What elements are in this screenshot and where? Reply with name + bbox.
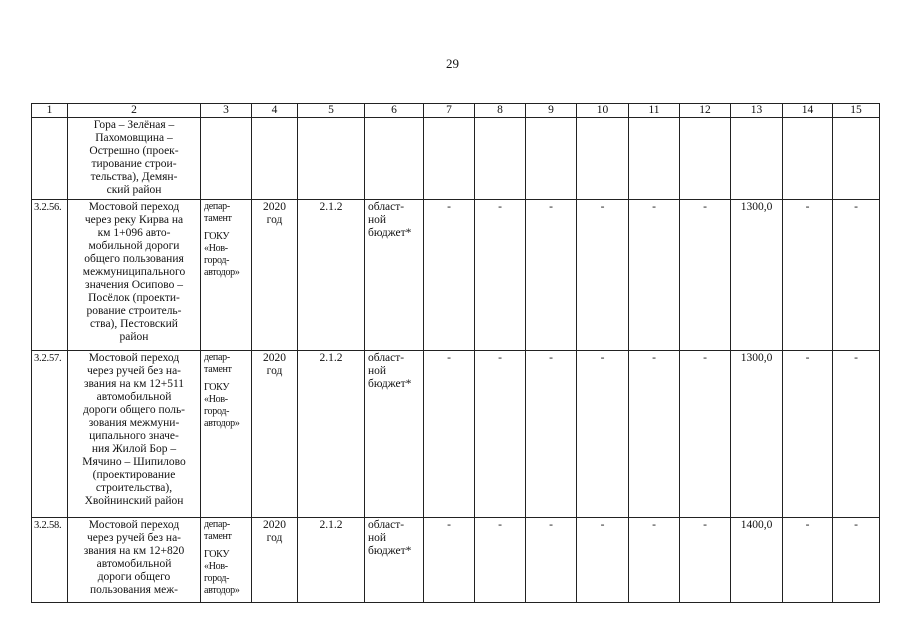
- exec-line: «Нов-: [204, 561, 228, 572]
- name-line: мобильной дороги: [88, 240, 180, 252]
- year-line: год: [266, 532, 283, 544]
- name-line: ства), Пестовский: [90, 318, 178, 330]
- cell-value: -: [629, 200, 680, 351]
- cell-source: [365, 518, 424, 603]
- source-line: бюджет*: [368, 545, 412, 557]
- name-line: Мостовой переход: [88, 201, 180, 213]
- source-line: област-: [368, 352, 405, 364]
- cell-value: 1300,0: [731, 351, 783, 518]
- cell-year: [252, 518, 298, 603]
- cell-value: -: [424, 518, 475, 603]
- cell-empty: [526, 118, 577, 200]
- exec-line: автодор»: [204, 585, 240, 596]
- cell-name: [68, 518, 201, 603]
- name-line: тирование строи-: [91, 158, 177, 170]
- source-line: област-: [368, 519, 405, 531]
- name-line: через реку Кирва на: [84, 214, 184, 226]
- cell-num: [32, 118, 68, 200]
- cell-value: -: [680, 518, 731, 603]
- cell-num: 3.2.56.: [32, 200, 68, 351]
- name-line: общего пользования: [84, 253, 184, 265]
- exec-line: депар-: [204, 201, 230, 212]
- exec-line: автодор»: [204, 267, 240, 278]
- page-number: 29: [446, 56, 459, 71]
- cell-value: -: [833, 518, 880, 603]
- exec-line: тамент: [204, 213, 232, 224]
- cell-value: -: [577, 351, 629, 518]
- cell-empty: [629, 118, 680, 200]
- cell-empty: [298, 118, 365, 200]
- year-line: 2020: [263, 352, 286, 364]
- name-line: автомобильной: [96, 558, 172, 570]
- table-row: [32, 518, 880, 603]
- exec-line: ГОКУ: [204, 382, 230, 393]
- name-line: дороги общего: [97, 571, 171, 583]
- cell-value: -: [577, 200, 629, 351]
- name-line: звания на км 12+820: [83, 545, 185, 557]
- header-cell: 8: [475, 104, 526, 118]
- cell-name: [68, 118, 201, 200]
- cell-empty: [252, 118, 298, 200]
- name-line: (проектирование: [92, 469, 176, 481]
- cell-value: -: [475, 351, 526, 518]
- cell-code: 2.1.2: [298, 351, 365, 518]
- exec-line: «Нов-: [204, 394, 228, 405]
- header-cell: 13: [731, 104, 783, 118]
- cell-value: -: [577, 518, 629, 603]
- cell-value: -: [526, 200, 577, 351]
- name-line: рование строитель-: [86, 305, 182, 317]
- cell-value: -: [629, 518, 680, 603]
- exec-line: город-: [204, 406, 230, 417]
- cell-value: -: [475, 518, 526, 603]
- exec-line: ГОКУ: [204, 549, 230, 560]
- exec-line: тамент: [204, 531, 232, 542]
- table-row-continuation: [32, 118, 880, 200]
- cell-empty: [424, 118, 475, 200]
- cell-value: -: [680, 200, 731, 351]
- source-line: област-: [368, 201, 405, 213]
- cell-year: [252, 200, 298, 351]
- name-line: Мячино – Шипилово: [82, 456, 186, 468]
- program-table: [31, 103, 880, 603]
- cell-empty: [201, 118, 252, 200]
- cell-value: 1400,0: [731, 518, 783, 603]
- cell-value: -: [424, 200, 475, 351]
- header-cell: 10: [577, 104, 629, 118]
- cell-value: -: [783, 200, 833, 351]
- header-cell: 11: [629, 104, 680, 118]
- year-line: 2020: [263, 201, 286, 213]
- cell-code: 2.1.2: [298, 518, 365, 603]
- exec-line: город-: [204, 573, 230, 584]
- cell-empty: [680, 118, 731, 200]
- cell-source: [365, 351, 424, 518]
- source-line: бюджет*: [368, 378, 412, 390]
- cell-name: [68, 200, 201, 351]
- year-line: год: [266, 365, 283, 377]
- name-line: ципального значе-: [89, 430, 179, 442]
- header-cell: 9: [526, 104, 577, 118]
- header-cell: 12: [680, 104, 731, 118]
- cell-value: 1300,0: [731, 200, 783, 351]
- exec-line: ГОКУ: [204, 231, 230, 242]
- cell-empty: [577, 118, 629, 200]
- cell-value: -: [680, 351, 731, 518]
- name-line: Острешно (проек-: [89, 145, 179, 157]
- cell-value: -: [833, 200, 880, 351]
- header-cell: 3: [201, 104, 252, 118]
- name-line: Посёлок (проекти-: [88, 292, 180, 304]
- cell-num: 3.2.58.: [32, 518, 68, 603]
- cell-empty: [731, 118, 783, 200]
- name-line: район: [119, 331, 149, 343]
- name-line: Пахомовщина –: [95, 132, 173, 144]
- name-line: значения Осипово –: [85, 279, 183, 291]
- exec-line: тамент: [204, 364, 232, 375]
- header-cell: 14: [783, 104, 833, 118]
- header-row: [32, 104, 880, 118]
- header-cell: 2: [68, 104, 201, 118]
- name-line: ский район: [106, 184, 162, 196]
- cell-value: -: [526, 351, 577, 518]
- cell-code: 2.1.2: [298, 200, 365, 351]
- name-line: Хвойнинский район: [84, 495, 184, 507]
- cell-executor: [201, 351, 252, 518]
- cell-empty: [833, 118, 880, 200]
- cell-name: [68, 351, 201, 518]
- name-line: автомобильной: [96, 391, 172, 403]
- cell-executor: [201, 518, 252, 603]
- cell-empty: [783, 118, 833, 200]
- year-line: год: [266, 214, 283, 226]
- cell-value: -: [526, 518, 577, 603]
- cell-value: -: [424, 351, 475, 518]
- exec-line: город-: [204, 255, 230, 266]
- table-row: [32, 200, 880, 351]
- name-line: ния Жилой Бор –: [91, 443, 177, 455]
- cell-year: [252, 351, 298, 518]
- cell-value: -: [833, 351, 880, 518]
- cell-executor: [201, 200, 252, 351]
- name-line: км 1+096 авто-: [97, 227, 171, 239]
- year-line: 2020: [263, 519, 286, 531]
- cell-value: -: [475, 200, 526, 351]
- name-line: Гора – Зелёная –: [93, 119, 175, 131]
- header-cell: 7: [424, 104, 475, 118]
- name-line: Мостовой переход: [88, 352, 180, 364]
- name-line: тельства), Демян-: [90, 171, 178, 183]
- cell-source: [365, 200, 424, 351]
- cell-value: -: [783, 518, 833, 603]
- header-cell: 15: [833, 104, 880, 118]
- cell-empty: [365, 118, 424, 200]
- header-cell: 4: [252, 104, 298, 118]
- name-line: дороги общего поль-: [82, 404, 186, 416]
- table-row: [32, 351, 880, 518]
- source-line: ной: [368, 214, 387, 226]
- header-cell: 5: [298, 104, 365, 118]
- header-cell: 6: [365, 104, 424, 118]
- name-line: строительства),: [95, 482, 173, 494]
- exec-line: депар-: [204, 352, 230, 363]
- name-line: межмуниципального: [82, 266, 186, 278]
- cell-num: 3.2.57.: [32, 351, 68, 518]
- name-line: пользования меж-: [90, 584, 178, 596]
- exec-line: депар-: [204, 519, 230, 530]
- cell-value: -: [783, 351, 833, 518]
- exec-line: автодор»: [204, 418, 240, 429]
- cell-value: -: [629, 351, 680, 518]
- name-line: зования межмуни-: [88, 417, 180, 429]
- name-line: Мостовой переход: [88, 519, 180, 531]
- exec-line: «Нов-: [204, 243, 228, 254]
- source-line: ной: [368, 365, 387, 377]
- name-line: звания на км 12+511: [83, 378, 185, 390]
- cell-empty: [475, 118, 526, 200]
- source-line: ной: [368, 532, 387, 544]
- header-cell: 1: [32, 104, 68, 118]
- name-line: через ручей без на-: [86, 532, 182, 544]
- name-line: через ручей без на-: [86, 365, 182, 377]
- source-line: бюджет*: [368, 227, 412, 239]
